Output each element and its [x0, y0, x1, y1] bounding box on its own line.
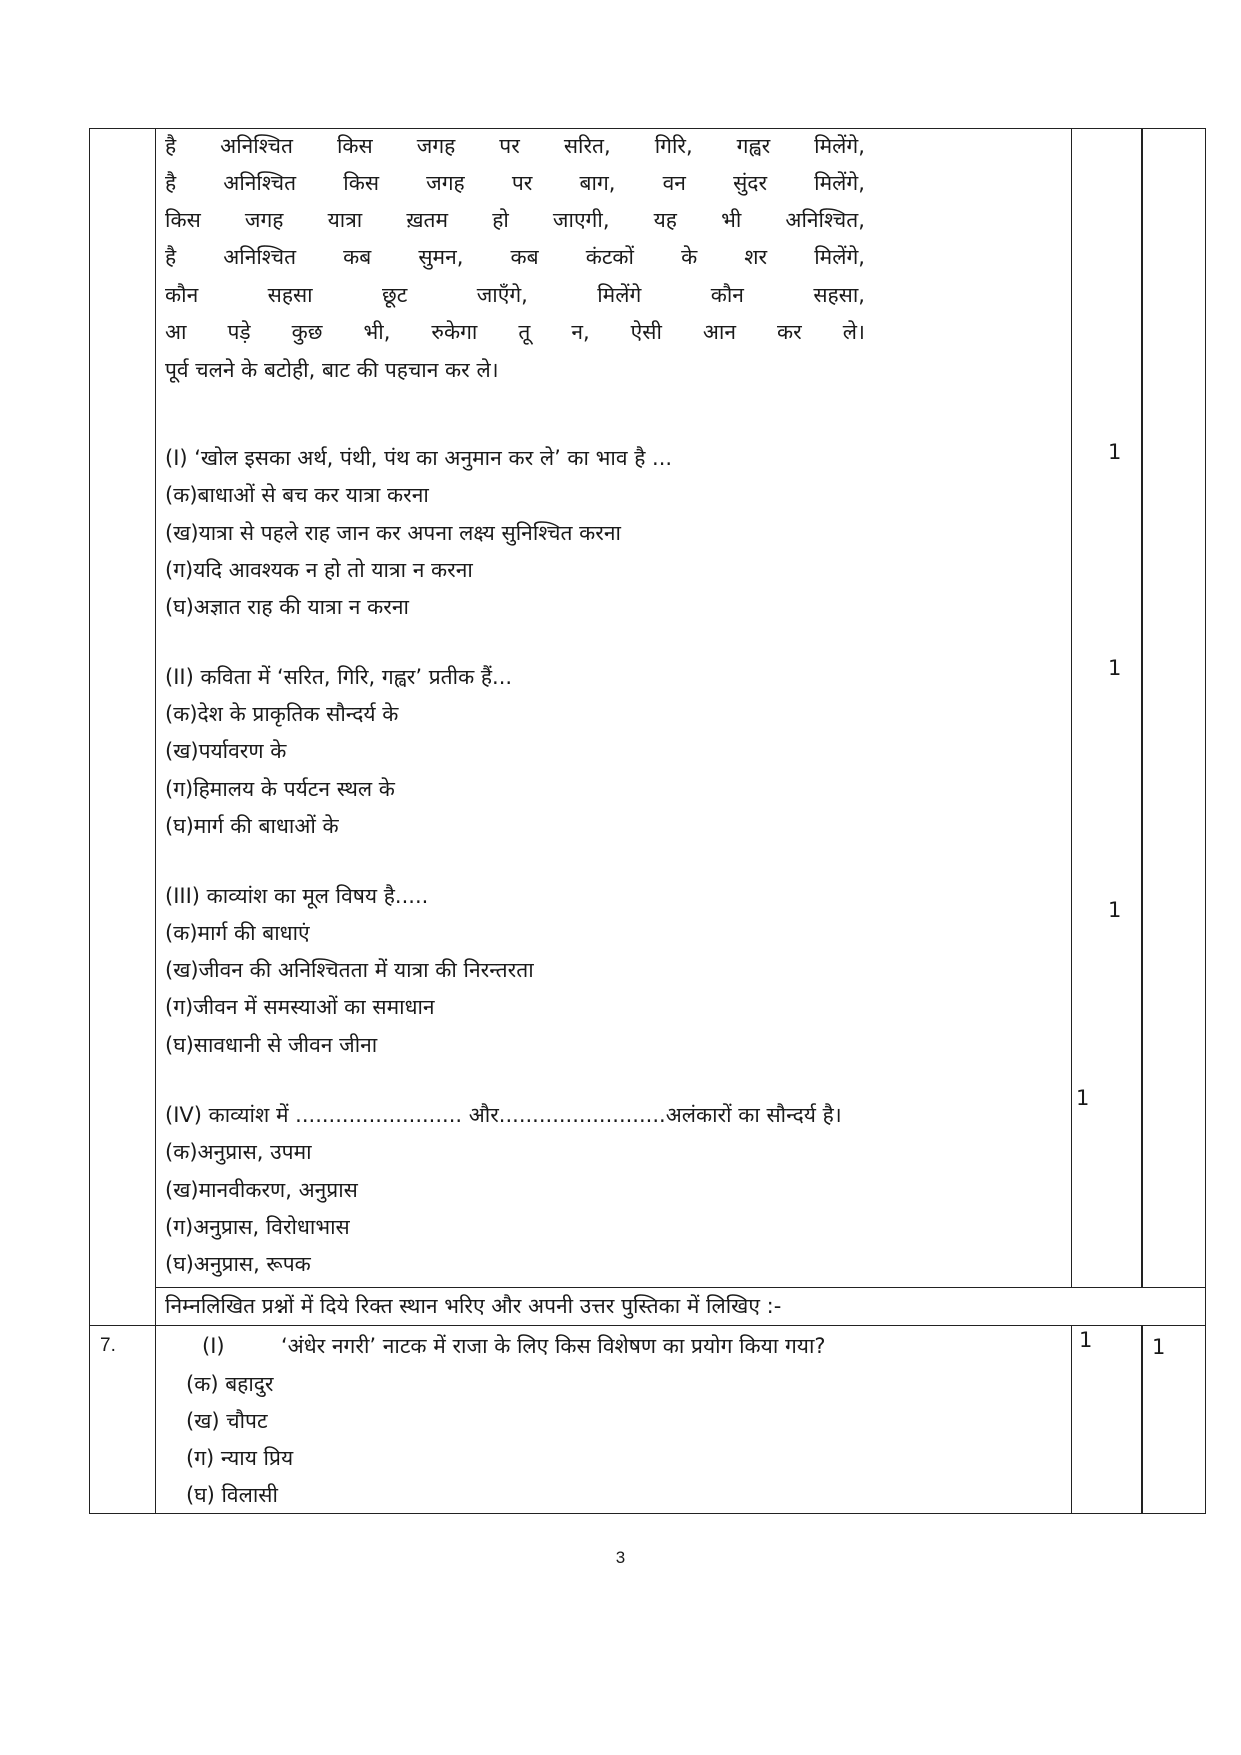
option: (ख)जीवन की अनिश्चितता में यात्रा की निरन्तरता [165, 958, 534, 982]
poem-word: अनिश्चित [223, 245, 297, 269]
poem-word: कब [343, 245, 372, 269]
question-mark: 1 [1076, 1086, 1090, 1110]
poem-line [165, 208, 865, 232]
poem-word: यात्रा [327, 208, 363, 232]
option: (ग)अनुप्रास, विरोधाभास [165, 1215, 350, 1239]
page-number: 3 [615, 1548, 626, 1567]
poem-word: बाग, [579, 171, 616, 195]
option: (घ)मार्ग की बाधाओं के [165, 814, 339, 838]
poem-word: मिलेंगे, [814, 245, 865, 269]
poem-word: अनिश्चित, [785, 208, 865, 232]
option: (घ)अज्ञात राह की यात्रा न करना [165, 595, 409, 619]
question-stem: (I) ‘खोल इसका अर्थ, पंथी, पंथ का अनुमान कर ले’ का भाव है ... [165, 446, 673, 470]
poem-word: पर [499, 134, 520, 158]
poem-word: ऐसी [630, 320, 662, 344]
poem-word: गिरि, [654, 134, 693, 158]
poem-word: किस [165, 208, 201, 232]
poem-word: कौन [710, 283, 744, 307]
poem-word: अनिश्चित [223, 171, 297, 195]
option: (ग)यदि आवश्यक न हो तो यात्रा न करना [165, 558, 473, 582]
poem-word: सुंदर [733, 171, 768, 195]
question-mark: 1 [1108, 440, 1122, 464]
poem-word: है [165, 134, 177, 158]
poem-word: है [165, 245, 177, 269]
poem-word: जाएँगे, [476, 283, 528, 307]
poem-word: हो [492, 208, 509, 232]
poem-word: है [165, 171, 177, 195]
poem-line [165, 134, 865, 158]
poem-word: सहसा [267, 283, 313, 307]
poem-word: भी [721, 208, 742, 232]
poem-word: ख़तम [406, 208, 449, 232]
poem-word: कुछ [291, 320, 323, 344]
poem-word: जगह [416, 134, 456, 158]
poem-word: आन [702, 320, 737, 344]
poem-word: गह्वर [736, 134, 771, 158]
question-mark: 1 [1079, 1328, 1093, 1352]
poem-word: पड़े [227, 320, 251, 344]
option: (ख) चौपट [186, 1409, 268, 1433]
poem-word: पर [511, 171, 533, 195]
option: (ग)जीवन में समस्याओं का समाधान [165, 995, 435, 1019]
option: (क) बहादुर [186, 1372, 274, 1396]
poem-word: शर [744, 245, 768, 269]
option: (ख)पर्यावरण के [165, 739, 287, 763]
option: (घ)अनुप्रास, रूपक [165, 1252, 311, 1276]
option: (ग)हिमालय के पर्यटन स्थल के [165, 777, 395, 801]
poem-word: जगह [426, 171, 465, 195]
poem-word: वन [662, 171, 686, 195]
option: (क)बाधाओं से बच कर यात्रा करना [165, 483, 429, 507]
option: (घ)सावधानी से जीवन जीना [165, 1033, 378, 1057]
poem-word: जगह [244, 208, 284, 232]
option: (क)मार्ग की बाधाएं [165, 921, 310, 945]
poem-word: किस [343, 171, 380, 195]
poem-word: मिलेंगे [597, 283, 642, 307]
question-stem: (III) काव्यांश का मूल विषय है..... [165, 884, 429, 908]
poem-word: मिलेंगे, [814, 134, 865, 158]
poem-word: कब [510, 245, 539, 269]
question-stem: ‘अंधेर नगरी’ नाटक में राजा के लिए किस विशेषण का प्रयोग किया गया? [281, 1334, 826, 1358]
option: (घ) विलासी [186, 1483, 278, 1507]
sub-question-label: (I) [202, 1334, 225, 1358]
poem-word: किस [336, 134, 373, 158]
option: (क)देश के प्राकृतिक सौन्दर्य के [165, 702, 399, 726]
poem-line [165, 171, 865, 195]
poem-word: सहसा, [813, 283, 865, 307]
poem-word: कौन [165, 283, 199, 307]
option: (ख)मानवीकरण, अनुप्रास [165, 1178, 358, 1202]
instruction-text: निम्नलिखित प्रश्नों में दिये रिक्त स्थान भरिए और अपनी उत्तर पुस्तिका में लिखिए :- [165, 1294, 782, 1318]
option: (ख)यात्रा से पहले राह जान कर अपना लक्ष्य सुनिश्चित करना [165, 521, 621, 545]
total-mark: 1 [1152, 1335, 1166, 1359]
poem-word: कंटकों [585, 245, 634, 269]
poem-word: अनिश्चित [220, 134, 293, 158]
poem-line [165, 283, 865, 307]
question-stem: (IV) काव्यांश में ......................... और.........................अलंकारों का सौन्दर्य है। [165, 1103, 842, 1127]
poem-word: तू [518, 320, 531, 344]
poem-word: मिलेंगे, [814, 171, 865, 195]
poem-word: छूट [382, 283, 408, 307]
poem-word: कर [777, 320, 802, 344]
option: (क)अनुप्रास, उपमा [165, 1140, 312, 1164]
poem-word: आ [165, 320, 187, 344]
poem-word: ले। [842, 320, 865, 344]
question-mark: 1 [1108, 898, 1122, 922]
question-number: 7. [100, 1335, 116, 1356]
poem-line [165, 245, 865, 269]
poem-last-line: पूर्व चलने के बटोही, बाट की पहचान कर ले। [165, 358, 499, 382]
poem-line [165, 320, 865, 344]
poem-word: सुमन, [418, 245, 464, 269]
poem-word: भी, [363, 320, 391, 344]
poem-word: रुकेगा [431, 320, 478, 344]
poem-word: न, [571, 320, 590, 344]
poem-word: जाएगी, [552, 208, 610, 232]
poem-word: के [681, 245, 698, 269]
option: (ग) न्याय प्रिय [186, 1446, 294, 1470]
question-mark: 1 [1108, 656, 1122, 680]
poem-word: सरित, [563, 134, 611, 158]
question-stem: (II) कविता में ‘सरित, गिरि, गह्वर’ प्रतीक हैं... [165, 665, 513, 689]
poem-word: यह [653, 208, 677, 232]
